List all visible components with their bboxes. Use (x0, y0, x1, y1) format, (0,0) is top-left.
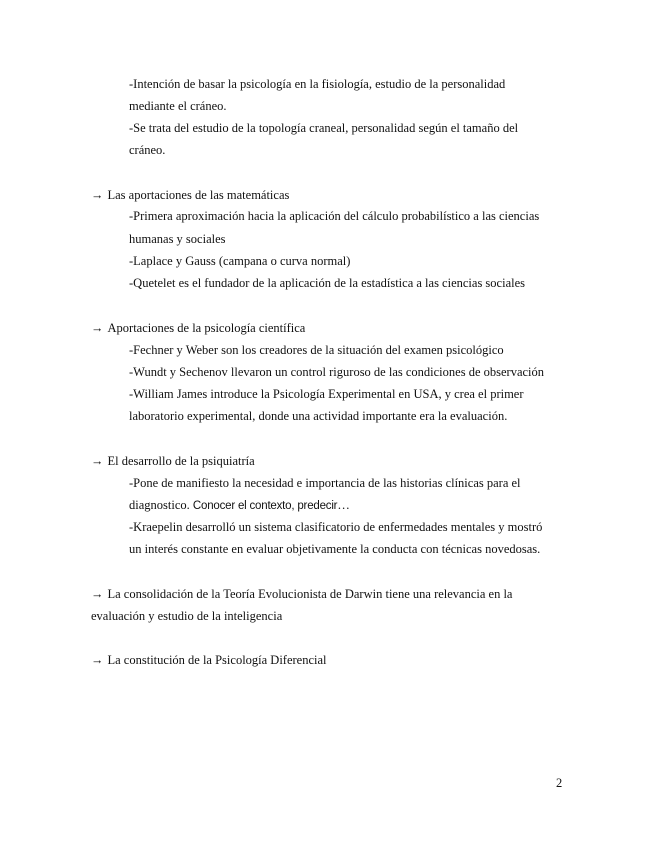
text-line: cráneo. (129, 143, 166, 157)
text-line: -Pone de manifiesto la necesidad e importancia de las historias clínicas para el (129, 476, 521, 490)
arrow-icon: → (91, 587, 104, 601)
text-line: -Intención de basar la psicología en la fisiología, estudio de la personalidad (129, 77, 506, 91)
section-heading-darwin (91, 586, 512, 602)
text-line: -Fechner y Weber son los creadores de la situación del examen psicológico (129, 343, 504, 357)
section-heading-scientific-psychology (91, 320, 305, 336)
arrow-icon: → (91, 454, 104, 468)
text-line: laboratorio experimental, donde una actividad importante era la evaluación. (129, 409, 508, 423)
text-line: -Se trata del estudio de la topología craneal, personalidad según el tamaño del (129, 121, 519, 135)
section-heading-differential (91, 652, 327, 668)
text-segment-sans: Conocer el contexto, predecir (192, 500, 338, 512)
ellipsis: … (337, 498, 350, 512)
section-heading-mathematics (91, 187, 289, 203)
arrow-icon: → (91, 321, 104, 335)
section-heading-psychiatry (91, 453, 255, 469)
heading-text: La consolidación de la Teoría Evolucionista de Darwin tiene una relevancia en la (107, 587, 513, 601)
heading-text: Las aportaciones de las matemáticas (107, 188, 290, 202)
page-number: 2 (556, 776, 563, 790)
arrow-icon: → (91, 653, 104, 667)
text-line: evaluación y estudio de la inteligencia (91, 609, 283, 623)
text-line: -Laplace y Gauss (campana o curva normal) (129, 254, 351, 268)
text-line: -William James introduce la Psicología Experimental en USA, y crea el primer (129, 387, 524, 401)
text-segment: diagnostico. (129, 498, 190, 512)
text-line (129, 497, 350, 514)
text-line: mediante el cráneo. (129, 99, 227, 113)
heading-text: La constitución de la Psicología Diferencial (107, 653, 327, 667)
text-line: -Primera aproximación hacia la aplicación del cálculo probabilístico a las ciencias (129, 209, 540, 223)
text-line: humanas y sociales (129, 232, 226, 246)
text-line: un interés constante en evaluar objetivamente la conducta con técnicas novedosas. (129, 542, 541, 556)
text-line: -Quetelet es el fundador de la aplicación de la estadística a las ciencias sociales (129, 276, 526, 290)
text-line: -Wundt y Sechenov llevaron un control riguroso de las condiciones de observación (129, 365, 545, 379)
heading-text: Aportaciones de la psicología científica (107, 321, 306, 335)
arrow-icon: → (91, 188, 104, 202)
text-line: -Kraepelin desarrolló un sistema clasificatorio de enfermedades mentales y mostró (129, 520, 543, 534)
heading-text: El desarrollo de la psiquiatría (107, 454, 255, 468)
